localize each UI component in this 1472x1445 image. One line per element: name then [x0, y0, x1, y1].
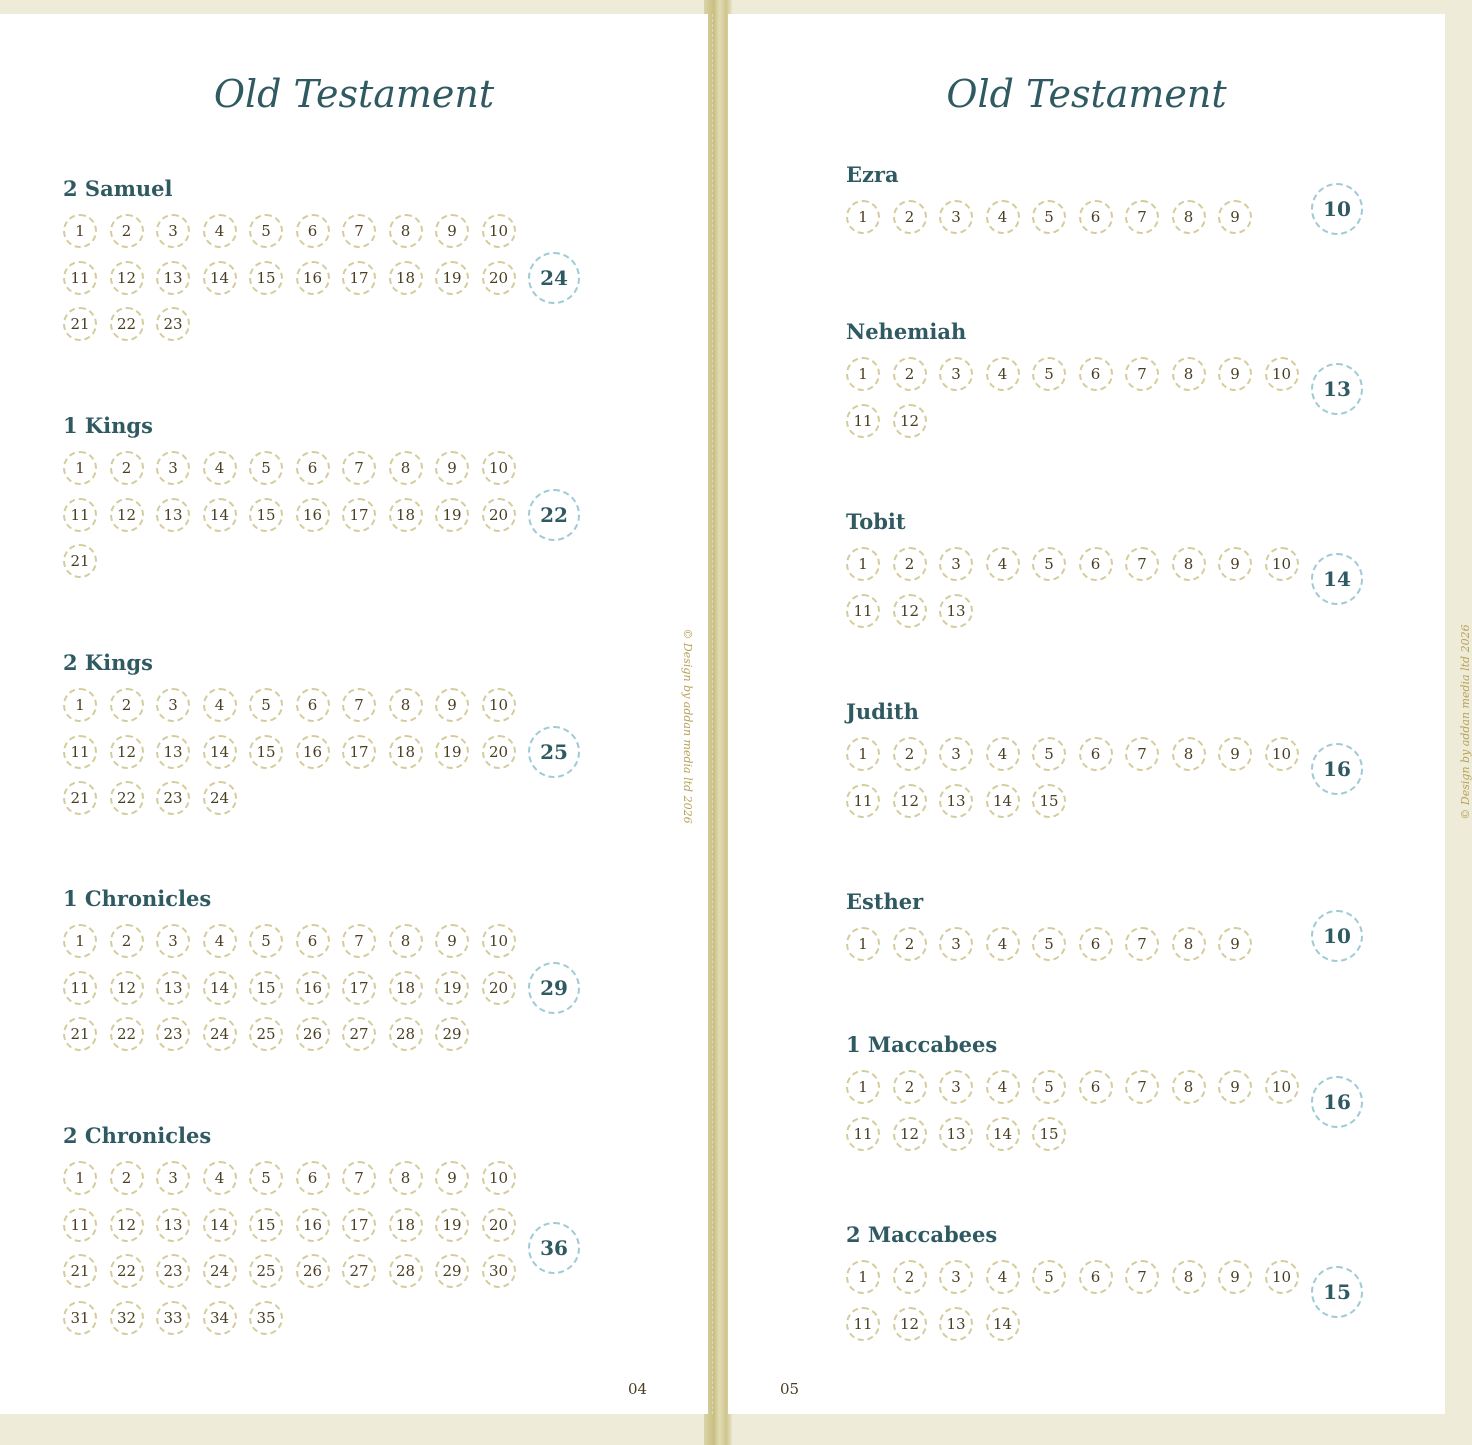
chapter-checkbox[interactable]: 1 — [846, 737, 880, 771]
chapter-checkbox[interactable]: 13 — [939, 1307, 973, 1341]
chapter-checkbox[interactable]: 13 — [156, 498, 190, 532]
chapter-checkbox[interactable]: 14 — [203, 971, 237, 1005]
chapter-checkbox[interactable]: 16 — [296, 971, 330, 1005]
chapter-checkbox[interactable]: 21 — [63, 781, 97, 815]
chapter-checkbox[interactable]: 3 — [939, 927, 973, 961]
chapter-checkbox[interactable]: 10 — [1265, 1260, 1299, 1294]
chapter-checkbox[interactable]: 14 — [986, 1117, 1020, 1151]
chapter-checkbox[interactable]: 11 — [846, 1117, 880, 1151]
chapter-checkbox[interactable]: 6 — [1079, 200, 1113, 234]
chapter-checkbox[interactable]: 23 — [156, 1254, 190, 1288]
chapter-checkbox[interactable]: 6 — [296, 924, 330, 958]
page-title: Old Testament — [946, 72, 1227, 116]
chapter-checkbox[interactable]: 2 — [110, 451, 144, 485]
chapter-checkbox[interactable]: 9 — [1218, 1070, 1252, 1104]
book-title: Esther — [846, 889, 924, 914]
chapter-checkbox[interactable]: 12 — [110, 971, 144, 1005]
chapter-total-badge: 10 — [1311, 910, 1363, 962]
chapter-checkbox[interactable]: 14 — [986, 784, 1020, 818]
chapter-checkbox[interactable]: 18 — [389, 971, 423, 1005]
chapter-checkbox[interactable]: 13 — [939, 784, 973, 818]
chapter-checkbox[interactable]: 35 — [249, 1301, 283, 1335]
chapter-checkbox[interactable]: 6 — [296, 688, 330, 722]
chapter-checkbox[interactable]: 3 — [156, 214, 190, 248]
chapter-checkbox[interactable]: 12 — [110, 498, 144, 532]
chapter-checkbox[interactable]: 4 — [203, 1161, 237, 1195]
chapter-total-badge: 24 — [528, 252, 580, 304]
chapter-checkbox[interactable]: 2 — [893, 357, 927, 391]
book-title: 1 Maccabees — [846, 1032, 998, 1057]
chapter-checkbox[interactable]: 23 — [156, 307, 190, 341]
chapter-checkbox[interactable]: 34 — [203, 1301, 237, 1335]
chapter-checkbox[interactable]: 3 — [939, 1260, 973, 1294]
chapter-checkbox[interactable]: 8 — [1172, 200, 1206, 234]
chapter-checkbox[interactable]: 18 — [389, 735, 423, 769]
chapter-checkbox[interactable]: 7 — [342, 214, 376, 248]
chapter-checkbox[interactable]: 4 — [986, 927, 1020, 961]
chapter-checkbox[interactable]: 11 — [846, 1307, 880, 1341]
chapter-checkbox[interactable]: 13 — [939, 594, 973, 628]
chapter-checkbox[interactable]: 2 — [110, 688, 144, 722]
book-title: 2 Samuel — [63, 176, 173, 201]
chapter-checkbox[interactable]: 11 — [63, 971, 97, 1005]
chapter-checkbox[interactable]: 3 — [156, 688, 190, 722]
chapter-checkbox[interactable]: 2 — [893, 547, 927, 581]
chapter-checkbox[interactable]: 28 — [389, 1017, 423, 1051]
chapter-checkbox[interactable]: 15 — [1032, 1117, 1066, 1151]
copyright-credit: © Design by addan media ltd 2026 — [681, 628, 695, 824]
chapter-checkbox[interactable]: 3 — [939, 737, 973, 771]
chapter-total-badge: 14 — [1311, 553, 1363, 605]
chapter-checkbox[interactable]: 12 — [110, 1208, 144, 1242]
chapter-checkbox[interactable]: 10 — [1265, 737, 1299, 771]
chapter-total-badge: 15 — [1311, 1266, 1363, 1318]
chapter-checkbox[interactable]: 10 — [482, 688, 516, 722]
chapter-checkbox[interactable]: 3 — [939, 357, 973, 391]
chapter-checkbox[interactable]: 3 — [939, 200, 973, 234]
chapter-checkbox[interactable]: 9 — [1218, 357, 1252, 391]
chapter-checkbox[interactable]: 17 — [342, 971, 376, 1005]
chapter-checkbox[interactable]: 7 — [1125, 547, 1159, 581]
chapter-checkbox[interactable]: 9 — [1218, 1260, 1252, 1294]
chapter-checkbox[interactable]: 11 — [63, 261, 97, 295]
chapter-checkbox[interactable]: 14 — [203, 261, 237, 295]
chapter-checkbox[interactable]: 16 — [296, 261, 330, 295]
chapter-checkbox[interactable]: 9 — [1218, 200, 1252, 234]
chapter-checkbox[interactable]: 1 — [63, 924, 97, 958]
chapter-checkbox[interactable]: 3 — [156, 1161, 190, 1195]
chapter-checkbox[interactable]: 1 — [63, 451, 97, 485]
chapter-checkbox[interactable]: 5 — [249, 214, 283, 248]
chapter-checkbox[interactable]: 7 — [1125, 357, 1159, 391]
chapter-checkbox[interactable]: 7 — [342, 451, 376, 485]
chapter-checkbox[interactable]: 3 — [939, 547, 973, 581]
chapter-checkbox[interactable]: 8 — [1172, 1070, 1206, 1104]
chapter-checkbox[interactable]: 12 — [893, 1307, 927, 1341]
chapter-checkbox[interactable]: 23 — [156, 1017, 190, 1051]
chapter-checkbox[interactable]: 27 — [342, 1017, 376, 1051]
chapter-checkbox[interactable]: 20 — [482, 498, 516, 532]
chapter-checkbox[interactable]: 14 — [203, 498, 237, 532]
chapter-checkbox[interactable]: 21 — [63, 544, 97, 578]
book-title: 1 Chronicles — [63, 886, 212, 911]
chapter-total-badge: 16 — [1311, 743, 1363, 795]
chapter-checkbox[interactable]: 8 — [1172, 927, 1206, 961]
chapter-checkbox[interactable]: 33 — [156, 1301, 190, 1335]
chapter-checkbox[interactable]: 20 — [482, 971, 516, 1005]
chapter-checkbox[interactable]: 7 — [342, 1161, 376, 1195]
chapter-checkbox[interactable]: 6 — [1079, 547, 1113, 581]
chapter-checkbox[interactable]: 5 — [249, 451, 283, 485]
chapter-checkbox[interactable]: 13 — [156, 261, 190, 295]
chapter-checkbox[interactable]: 8 — [1172, 357, 1206, 391]
chapter-checkbox[interactable]: 29 — [435, 1254, 469, 1288]
chapter-checkbox[interactable]: 10 — [482, 924, 516, 958]
chapter-checkbox[interactable]: 32 — [110, 1301, 144, 1335]
chapter-checkbox[interactable]: 6 — [1079, 927, 1113, 961]
chapter-checkbox[interactable]: 12 — [893, 1117, 927, 1151]
chapter-checkbox[interactable]: 2 — [893, 200, 927, 234]
page-number: 04 — [628, 1380, 648, 1398]
chapter-checkbox[interactable]: 8 — [389, 214, 423, 248]
chapter-total-badge: 10 — [1311, 183, 1363, 235]
chapter-checkbox[interactable]: 19 — [435, 735, 469, 769]
page-seam — [712, 14, 713, 1414]
chapter-checkbox[interactable]: 9 — [435, 214, 469, 248]
copyright-credit: © Design by addan media ltd 2026 — [1459, 624, 1472, 820]
book-title: Ezra — [846, 162, 899, 187]
chapter-checkbox[interactable]: 9 — [435, 451, 469, 485]
chapter-checkbox[interactable]: 1 — [846, 547, 880, 581]
chapter-checkbox[interactable]: 22 — [110, 307, 144, 341]
chapter-checkbox[interactable]: 6 — [1079, 357, 1113, 391]
chapter-checkbox[interactable]: 2 — [110, 924, 144, 958]
chapter-checkbox[interactable]: 17 — [342, 735, 376, 769]
chapter-checkbox[interactable]: 6 — [296, 214, 330, 248]
chapter-checkbox[interactable]: 12 — [893, 594, 927, 628]
chapter-checkbox[interactable]: 6 — [1079, 737, 1113, 771]
chapter-checkbox[interactable]: 19 — [435, 498, 469, 532]
chapter-checkbox[interactable]: 5 — [1032, 200, 1066, 234]
chapter-checkbox[interactable]: 24 — [203, 781, 237, 815]
chapter-checkbox[interactable]: 14 — [203, 735, 237, 769]
chapter-checkbox[interactable]: 1 — [63, 214, 97, 248]
chapter-checkbox[interactable]: 5 — [249, 924, 283, 958]
chapter-checkbox[interactable]: 22 — [110, 1017, 144, 1051]
chapter-checkbox[interactable]: 6 — [1079, 1260, 1113, 1294]
chapter-checkbox[interactable]: 30 — [482, 1254, 516, 1288]
book-title: 2 Maccabees — [846, 1222, 998, 1247]
chapter-checkbox[interactable]: 16 — [296, 498, 330, 532]
chapter-checkbox[interactable]: 4 — [203, 688, 237, 722]
chapter-checkbox[interactable]: 5 — [1032, 737, 1066, 771]
chapter-checkbox[interactable]: 7 — [1125, 200, 1159, 234]
chapter-checkbox[interactable]: 7 — [1125, 1070, 1159, 1104]
chapter-checkbox[interactable]: 15 — [249, 1208, 283, 1242]
chapter-total-badge: 36 — [528, 1222, 580, 1274]
chapter-checkbox[interactable]: 6 — [1079, 1070, 1113, 1104]
chapter-checkbox[interactable]: 7 — [342, 688, 376, 722]
right-page — [728, 14, 1472, 1414]
chapter-checkbox[interactable]: 20 — [482, 735, 516, 769]
chapter-checkbox[interactable]: 13 — [939, 1117, 973, 1151]
chapter-checkbox[interactable]: 25 — [249, 1017, 283, 1051]
chapter-checkbox[interactable]: 5 — [1032, 1260, 1066, 1294]
chapter-checkbox[interactable]: 8 — [1172, 1260, 1206, 1294]
chapter-checkbox[interactable]: 5 — [1032, 357, 1066, 391]
chapter-checkbox[interactable]: 29 — [435, 1017, 469, 1051]
chapter-checkbox[interactable]: 8 — [1172, 737, 1206, 771]
chapter-checkbox[interactable]: 18 — [389, 261, 423, 295]
book-title: 2 Chronicles — [63, 1123, 212, 1148]
chapter-checkbox[interactable]: 10 — [482, 1161, 516, 1195]
chapter-checkbox[interactable]: 1 — [846, 927, 880, 961]
chapter-checkbox[interactable]: 2 — [893, 927, 927, 961]
chapter-total-badge: 16 — [1311, 1076, 1363, 1128]
chapter-checkbox[interactable]: 21 — [63, 1254, 97, 1288]
chapter-checkbox[interactable]: 9 — [435, 924, 469, 958]
book-title: Nehemiah — [846, 319, 967, 344]
chapter-checkbox[interactable]: 5 — [249, 1161, 283, 1195]
chapter-checkbox[interactable]: 5 — [1032, 1070, 1066, 1104]
chapter-checkbox[interactable]: 3 — [156, 924, 190, 958]
chapter-checkbox[interactable]: 19 — [435, 1208, 469, 1242]
chapter-total-badge: 25 — [528, 726, 580, 778]
chapter-checkbox[interactable]: 12 — [110, 735, 144, 769]
chapter-checkbox[interactable]: 12 — [893, 784, 927, 818]
chapter-checkbox[interactable]: 2 — [110, 214, 144, 248]
chapter-checkbox[interactable]: 23 — [156, 781, 190, 815]
chapter-checkbox[interactable]: 11 — [63, 498, 97, 532]
chapter-checkbox[interactable]: 17 — [342, 1208, 376, 1242]
chapter-checkbox[interactable]: 6 — [296, 1161, 330, 1195]
chapter-checkbox[interactable]: 12 — [110, 261, 144, 295]
chapter-checkbox[interactable]: 20 — [482, 261, 516, 295]
chapter-total-badge: 22 — [528, 489, 580, 541]
chapter-checkbox[interactable]: 4 — [986, 737, 1020, 771]
chapter-checkbox[interactable]: 28 — [389, 1254, 423, 1288]
chapter-checkbox[interactable]: 26 — [296, 1017, 330, 1051]
chapter-checkbox[interactable]: 11 — [846, 404, 880, 438]
chapter-checkbox[interactable]: 21 — [63, 307, 97, 341]
chapter-total-badge: 29 — [528, 962, 580, 1014]
chapter-checkbox[interactable]: 8 — [389, 688, 423, 722]
chapter-checkbox[interactable]: 24 — [203, 1017, 237, 1051]
chapter-checkbox[interactable]: 5 — [1032, 927, 1066, 961]
chapter-checkbox[interactable]: 3 — [939, 1070, 973, 1104]
chapter-checkbox[interactable]: 5 — [249, 688, 283, 722]
chapter-checkbox[interactable]: 10 — [1265, 357, 1299, 391]
chapter-checkbox[interactable]: 21 — [63, 1017, 97, 1051]
chapter-checkbox[interactable]: 3 — [156, 451, 190, 485]
chapter-checkbox[interactable]: 2 — [893, 737, 927, 771]
chapter-checkbox[interactable]: 8 — [389, 924, 423, 958]
chapter-checkbox[interactable]: 2 — [893, 1070, 927, 1104]
chapter-checkbox[interactable]: 4 — [986, 200, 1020, 234]
chapter-checkbox[interactable]: 1 — [846, 1260, 880, 1294]
chapter-checkbox[interactable]: 6 — [296, 451, 330, 485]
chapter-checkbox[interactable]: 12 — [893, 404, 927, 438]
chapter-checkbox[interactable]: 4 — [203, 451, 237, 485]
chapter-checkbox[interactable]: 4 — [203, 214, 237, 248]
book-title: Judith — [846, 699, 919, 724]
chapter-checkbox[interactable]: 13 — [156, 735, 190, 769]
chapter-checkbox[interactable]: 11 — [846, 784, 880, 818]
chapter-checkbox[interactable]: 9 — [1218, 547, 1252, 581]
chapter-checkbox[interactable]: 14 — [986, 1307, 1020, 1341]
chapter-checkbox[interactable]: 15 — [249, 735, 283, 769]
chapter-checkbox[interactable]: 4 — [986, 547, 1020, 581]
left-page — [0, 14, 708, 1414]
chapter-checkbox[interactable]: 8 — [389, 451, 423, 485]
chapter-checkbox[interactable]: 25 — [249, 1254, 283, 1288]
chapter-checkbox[interactable]: 1 — [63, 688, 97, 722]
chapter-checkbox[interactable]: 10 — [482, 451, 516, 485]
book-title: Tobit — [846, 509, 906, 534]
chapter-checkbox[interactable]: 27 — [342, 1254, 376, 1288]
chapter-checkbox[interactable]: 22 — [110, 1254, 144, 1288]
chapter-checkbox[interactable]: 7 — [1125, 1260, 1159, 1294]
chapter-checkbox[interactable]: 1 — [846, 200, 880, 234]
page-title: Old Testament — [213, 72, 495, 116]
chapter-checkbox[interactable]: 18 — [389, 498, 423, 532]
chapter-checkbox[interactable]: 9 — [435, 1161, 469, 1195]
chapter-checkbox[interactable]: 4 — [986, 357, 1020, 391]
chapter-checkbox[interactable]: 10 — [482, 214, 516, 248]
chapter-checkbox[interactable]: 11 — [63, 1208, 97, 1242]
chapter-checkbox[interactable]: 11 — [846, 594, 880, 628]
chapter-checkbox[interactable]: 2 — [893, 1260, 927, 1294]
chapter-checkbox[interactable]: 8 — [389, 1161, 423, 1195]
chapter-checkbox[interactable]: 18 — [389, 1208, 423, 1242]
chapter-checkbox[interactable]: 10 — [1265, 547, 1299, 581]
chapter-checkbox[interactable]: 1 — [846, 1070, 880, 1104]
chapter-checkbox[interactable]: 1 — [63, 1161, 97, 1195]
chapter-checkbox[interactable]: 4 — [986, 1260, 1020, 1294]
chapter-checkbox[interactable]: 1 — [846, 357, 880, 391]
chapter-checkbox[interactable]: 31 — [63, 1301, 97, 1335]
chapter-checkbox[interactable]: 7 — [1125, 737, 1159, 771]
chapter-checkbox[interactable]: 9 — [1218, 737, 1252, 771]
chapter-checkbox[interactable]: 9 — [1218, 927, 1252, 961]
chapter-checkbox[interactable]: 7 — [342, 924, 376, 958]
chapter-checkbox[interactable]: 20 — [482, 1208, 516, 1242]
chapter-checkbox[interactable]: 19 — [435, 971, 469, 1005]
chapter-checkbox[interactable]: 2 — [110, 1161, 144, 1195]
chapter-checkbox[interactable]: 5 — [1032, 547, 1066, 581]
chapter-checkbox[interactable]: 4 — [203, 924, 237, 958]
chapter-checkbox[interactable]: 17 — [342, 498, 376, 532]
chapter-checkbox[interactable]: 16 — [296, 1208, 330, 1242]
book-title: 1 Kings — [63, 413, 153, 438]
chapter-checkbox[interactable]: 16 — [296, 735, 330, 769]
chapter-checkbox[interactable]: 4 — [986, 1070, 1020, 1104]
chapter-checkbox[interactable]: 13 — [156, 1208, 190, 1242]
chapter-checkbox[interactable]: 22 — [110, 781, 144, 815]
chapter-checkbox[interactable]: 10 — [1265, 1070, 1299, 1104]
chapter-checkbox[interactable]: 24 — [203, 1254, 237, 1288]
chapter-checkbox[interactable]: 15 — [1032, 784, 1066, 818]
chapter-checkbox[interactable]: 13 — [156, 971, 190, 1005]
book-title: 2 Kings — [63, 650, 153, 675]
chapter-checkbox[interactable]: 15 — [249, 261, 283, 295]
chapter-total-badge: 13 — [1311, 363, 1363, 415]
page-number: 05 — [780, 1380, 800, 1398]
chapter-checkbox[interactable]: 19 — [435, 261, 469, 295]
chapter-checkbox[interactable]: 15 — [249, 498, 283, 532]
chapter-checkbox[interactable]: 17 — [342, 261, 376, 295]
chapter-checkbox[interactable]: 9 — [435, 688, 469, 722]
chapter-checkbox[interactable]: 14 — [203, 1208, 237, 1242]
chapter-checkbox[interactable]: 7 — [1125, 927, 1159, 961]
chapter-checkbox[interactable]: 15 — [249, 971, 283, 1005]
chapter-checkbox[interactable]: 8 — [1172, 547, 1206, 581]
chapter-checkbox[interactable]: 26 — [296, 1254, 330, 1288]
chapter-checkbox[interactable]: 11 — [63, 735, 97, 769]
